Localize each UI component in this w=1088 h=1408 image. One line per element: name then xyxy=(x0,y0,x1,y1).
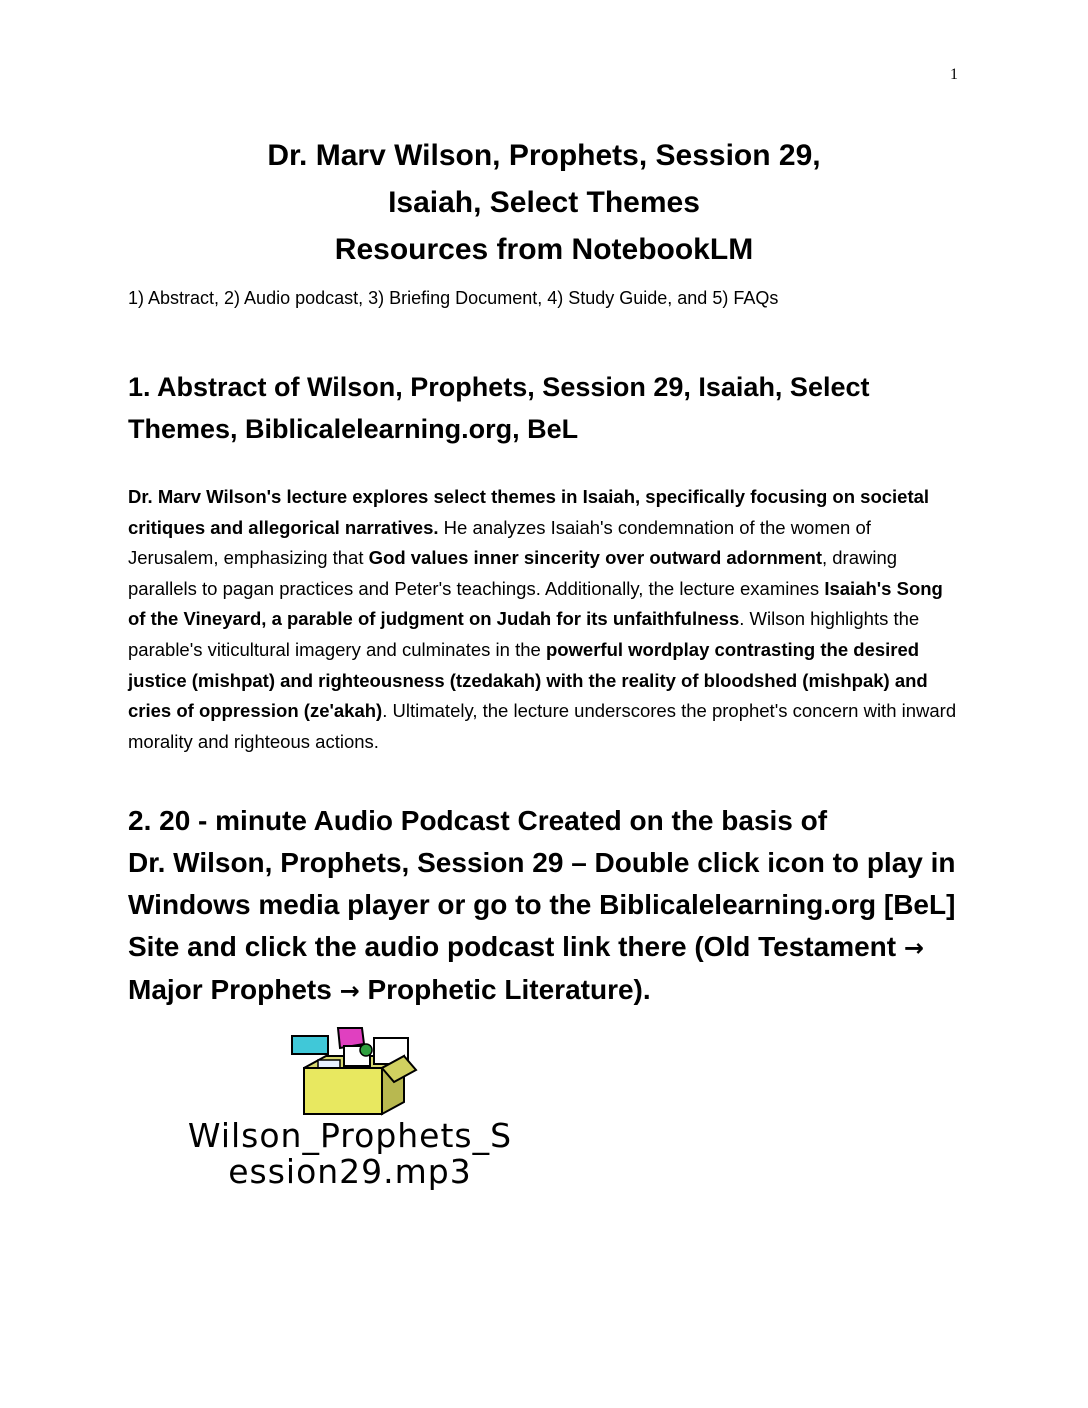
abstract-bold-7: powerful wordplay contrasting the desired justice (mishpat) and righteousness (tzedakah) with the reality of bloodshed (mishpak) and cries of oppression (ze'akah) xyxy=(128,638,928,722)
abstract-heading-line-2: Themes, Biblicalelearning.org, BeL xyxy=(128,414,579,444)
right-arrow-icon: → xyxy=(339,977,360,1005)
right-arrow-icon: → xyxy=(903,934,924,962)
resource-list: 1) Abstract, 2) Audio podcast, 3) Briefing Document, 4) Study Guide, and 5) FAQs xyxy=(128,288,779,308)
podcast-heading xyxy=(128,800,968,1012)
document-title xyxy=(0,132,1088,273)
podcast-heading-line-1: 2. 20 - minute Audio Podcast Created on the basis of xyxy=(128,805,828,836)
title-line-1: Dr. Marv Wilson, Prophets, Session 29, xyxy=(267,139,821,172)
abstract-heading-line-1: 1. Abstract of Wilson, Prophets, Session 29, Isaiah, Select xyxy=(128,372,870,402)
title-line-2: Isaiah, Select Themes xyxy=(388,186,700,219)
abstract-text-8: . Ultimately, the lecture underscores the prophet's concern with inward morality and righteous actions. xyxy=(128,700,957,752)
podcast-heading-line-3: Major Prophets xyxy=(128,974,340,1005)
audio-file-name-line-2: ession29.mp3 xyxy=(228,1152,472,1191)
package-media-icon[interactable] xyxy=(282,1026,422,1118)
podcast-heading-line-4: Prophetic Literature). xyxy=(359,974,651,1005)
abstract-bold-1: Dr. Marv Wilson's lecture explores select themes in Isaiah, specifically focusing on societal critiques and allegorical narratives. xyxy=(128,486,930,538)
title-line-3: Resources from NotebookLM xyxy=(334,233,754,266)
abstract-text-4: , drawing parallels to pagan practices and Peter's teachings. Additionally, the lecture examines xyxy=(128,547,898,599)
audio-file-name-line-1: Wilson_Prophets_S xyxy=(187,1116,513,1155)
abstract-bold-5: Isaiah's Song of the Vineyard, a parable of judgment on Judah for its unfaithfulness xyxy=(128,577,943,630)
abstract-text-2: He analyzes Isaiah's condemnation of the women of Jerusalem, emphasizing that xyxy=(128,516,871,569)
page-number: 1 xyxy=(950,66,958,83)
abstract-paragraph xyxy=(128,482,960,757)
abstract-heading xyxy=(128,366,958,450)
abstract-bold-3: God values inner sincerity over outward adornment xyxy=(368,547,822,569)
audio-file-name[interactable] xyxy=(130,1118,570,1190)
abstract-text-6: . Wilson highlights the parable's viticultural imagery and culminates in the xyxy=(128,608,920,660)
podcast-heading-line-2: Dr. Wilson, Prophets, Session 29 – Double click icon to play in Windows media player or go to the Biblicalelearning.org [BeL] Site and click the audio podcast link there (Old Testament xyxy=(128,847,956,962)
